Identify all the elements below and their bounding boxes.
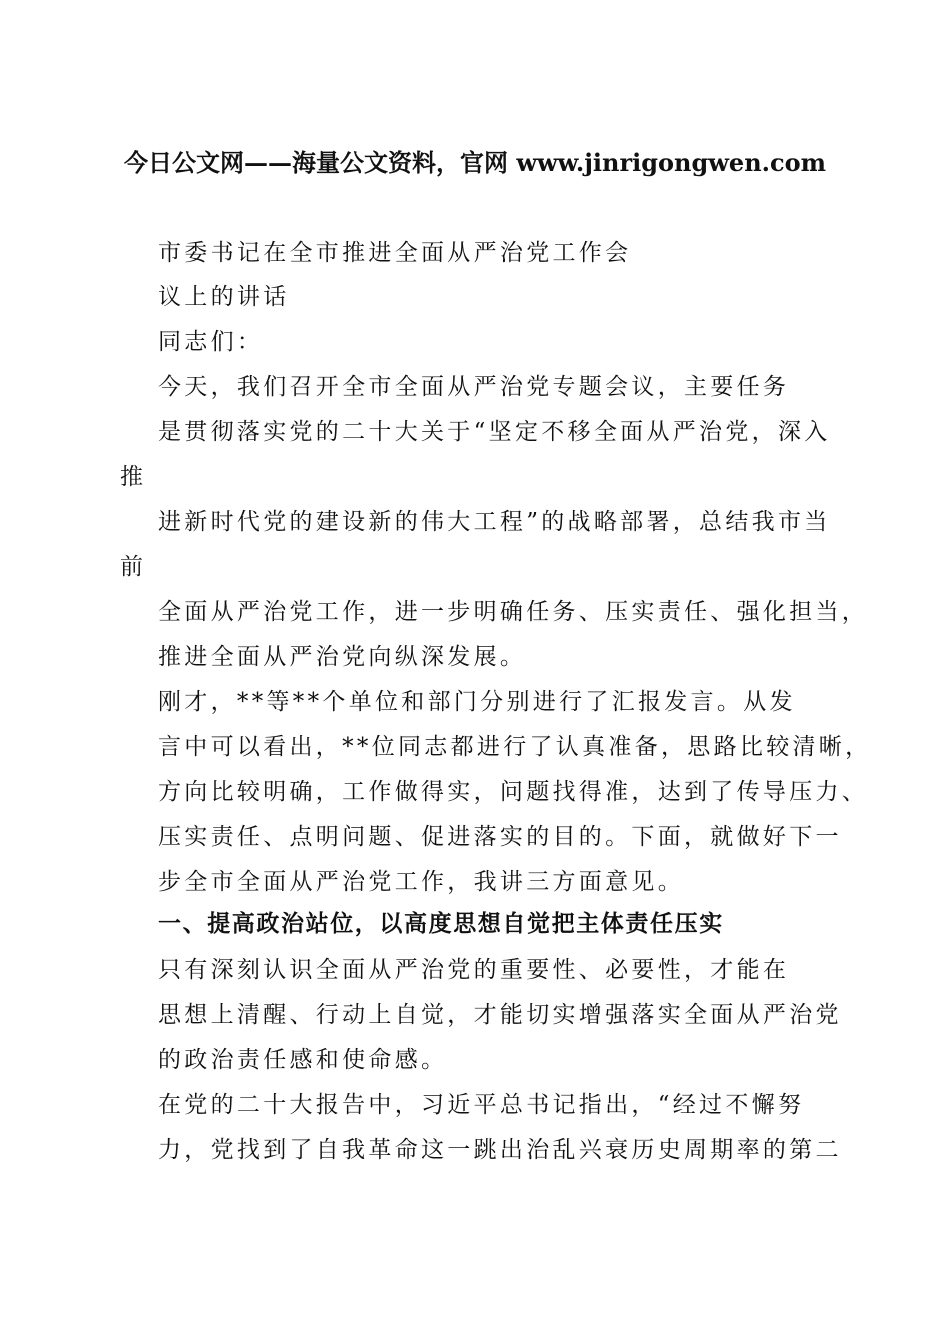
text-line: 的政治责任感和使命感。	[158, 1047, 448, 1073]
text-line: 力，党找到了自我革命这一跳出治乱兴衰历史周期率的第二	[158, 1137, 842, 1163]
text-line: 前	[120, 554, 147, 580]
text-line: 压实责任、点明问题、促进落实的目的。下面，就做好下一	[158, 824, 842, 850]
text-line: 是贯彻落实党的二十大关于“坚定不移全面从严治党，深入	[158, 419, 831, 445]
text-line: 刚才，**等**个单位和部门分别进行了汇报发言。从发	[158, 689, 796, 715]
site-header: 今日公文网——海量公文资料，官网 www.jinrigongwen.com	[123, 148, 827, 177]
salutation: 同志们：	[158, 329, 264, 355]
text-line: 只有深刻认识全面从严治党的重要性、必要性，才能在	[158, 957, 790, 983]
title-line-1: 市委书记在全市推进全面从严治党工作会	[158, 240, 632, 266]
text-line: 在党的二十大报告中，习近平总书记指出，“经过不懈努	[158, 1092, 805, 1118]
text-line: 步全市全面从严治党工作，我讲三方面意见。	[158, 869, 684, 895]
section-heading: 一、提高政治站位，以高度思想自觉把主体责任压实	[158, 911, 724, 937]
text-line: 进新时代党的建设新的伟大工程”的战略部署，总结我市当	[158, 509, 831, 535]
text-line: 方向比较明确，工作做得实，问题找得准，达到了传导压力、	[158, 779, 869, 805]
text-line: 今天，我们召开全市全面从严治党专题会议，主要任务	[158, 374, 790, 400]
text-line: 推	[120, 464, 147, 490]
text-line: 思想上清醒、行动上自觉，才能切实增强落实全面从严治党	[158, 1002, 842, 1028]
text-line: 言中可以看出，**位同志都进行了认真准备，思路比较清晰，	[158, 734, 872, 760]
title-line-2: 议上的讲话	[158, 284, 290, 310]
text-line: 推进全面从严治党向纵深发展。	[158, 644, 527, 670]
text-line: 全面从严治党工作，进一步明确任务、压实责任、强化担当，	[158, 599, 869, 625]
